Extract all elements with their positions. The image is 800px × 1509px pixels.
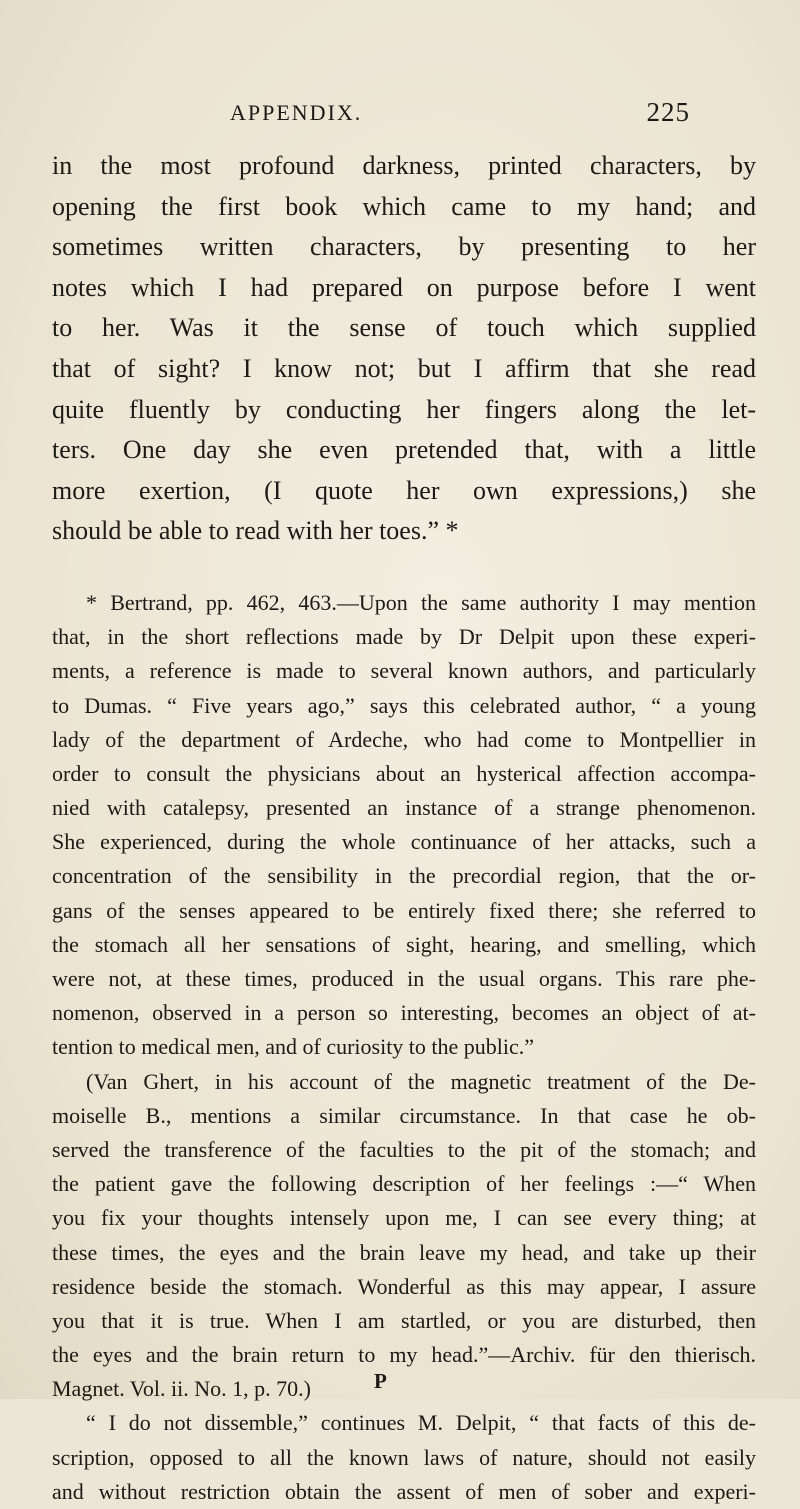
footnote-line: * Bertrand, pp. 462, 463.—Upon the same authority I may mention	[86, 589, 756, 615]
section-gap	[52, 552, 756, 586]
main-paragraph	[52, 146, 756, 552]
footnote-line: nied with catalepsy, presented an instance of a strange phenomenon.	[52, 795, 756, 821]
footnote-line: “ I do not dissemble,” continues M. Delpit, “ that facts of this de-	[86, 1410, 756, 1436]
page-header	[230, 97, 690, 136]
text-line: sometimes written characters, by presenting to her	[52, 232, 756, 262]
running-head: APPENDIX.	[230, 100, 363, 125]
footnote-line: Magnet. Vol. ii. No. 1, p. 70.)	[52, 1376, 311, 1402]
footnote-line: the patient gave the following description of her feelings :—“ When	[52, 1171, 756, 1197]
footnote-line: nomenon, observed in a person so interesting, becomes an object of at-	[52, 1000, 756, 1026]
footnote-line: concentration of the sensibility in the precordial region, that the or-	[52, 863, 756, 889]
signature-mark: P	[374, 1369, 387, 1393]
text-line: in the most profound darkness, printed characters, by	[52, 151, 756, 180]
text-line: notes which I had prepared on purpose before I went	[52, 272, 756, 302]
footnote-line: order to consult the physicians about an hysterical affection accompa-	[52, 760, 756, 786]
footnote-line: moiselle B., mentions a similar circumstance. In that case he ob-	[52, 1102, 756, 1128]
footnote-line: (Van Ghert, in his account of the magnetic treatment of the De-	[86, 1068, 756, 1094]
footnote-line: She experienced, during the whole continuance of her attacks, such a	[52, 829, 756, 855]
footnote-line: served the transference of the faculties to the pit of the stomach; and	[52, 1136, 756, 1162]
footnote-line: the eyes and the brain return to my head.”—Archiv. für den thierisch.	[52, 1342, 756, 1368]
page-number: 225	[646, 97, 690, 127]
footnote-line: the stomach all her sensations of sight, hearing, and smelling, which	[52, 931, 756, 957]
text-line: opening the first book which came to my hand; and	[52, 191, 756, 221]
footnote-line: these times, the eyes and the brain leave my head, and take up their	[52, 1239, 756, 1265]
footnote-line: ments, a reference is made to several known authors, and particularly	[52, 658, 756, 684]
footnote-line: you fix your thoughts intensely upon me, I can see every thing; at	[52, 1205, 756, 1231]
text-line: ters. One day she even pretended that, with a little	[52, 435, 756, 465]
text-line: that of sight? I know not; but I affirm that she read	[52, 353, 756, 383]
footnote-line: were not, at these times, produced in the usual organs. This rare phe-	[52, 966, 756, 991]
footnote-line: tention to medical men, and of curiosity to the public.”	[52, 1034, 535, 1060]
footnote-line: that, in the short reflections made by Dr Delpit upon these experi-	[52, 624, 756, 650]
footnote-line: lady of the department of Ardeche, who had come to Montpellier in	[52, 726, 756, 752]
footnote-line: to Dumas. “ Five years ago,” says this celebrated author, “ a young	[52, 692, 756, 718]
footnote-line: and without restriction obtain the assent of men of sober and experi-	[52, 1478, 756, 1504]
footnote-line: you that it is true. When I am startled, or you are disturbed, then	[52, 1307, 756, 1333]
text-line: should be able to read with her toes.” *	[52, 516, 459, 546]
footnote-line: gans of the senses appeared to be entirely fixed there; she referred to	[52, 897, 756, 923]
footnote	[52, 586, 756, 1509]
text-line: more exertion, (I quote her own expressions,) she	[52, 475, 756, 505]
footnote-line: scription, opposed to all the known laws of nature, should not easily	[52, 1444, 756, 1470]
body-text	[52, 146, 756, 1509]
text-line: to her. Was it the sense of touch which supplied	[52, 313, 756, 343]
footnote-line: residence beside the stomach. Wonderful as this may appear, I assure	[52, 1273, 756, 1299]
text-line: quite fluently by conducting her fingers along the let-	[52, 394, 756, 424]
